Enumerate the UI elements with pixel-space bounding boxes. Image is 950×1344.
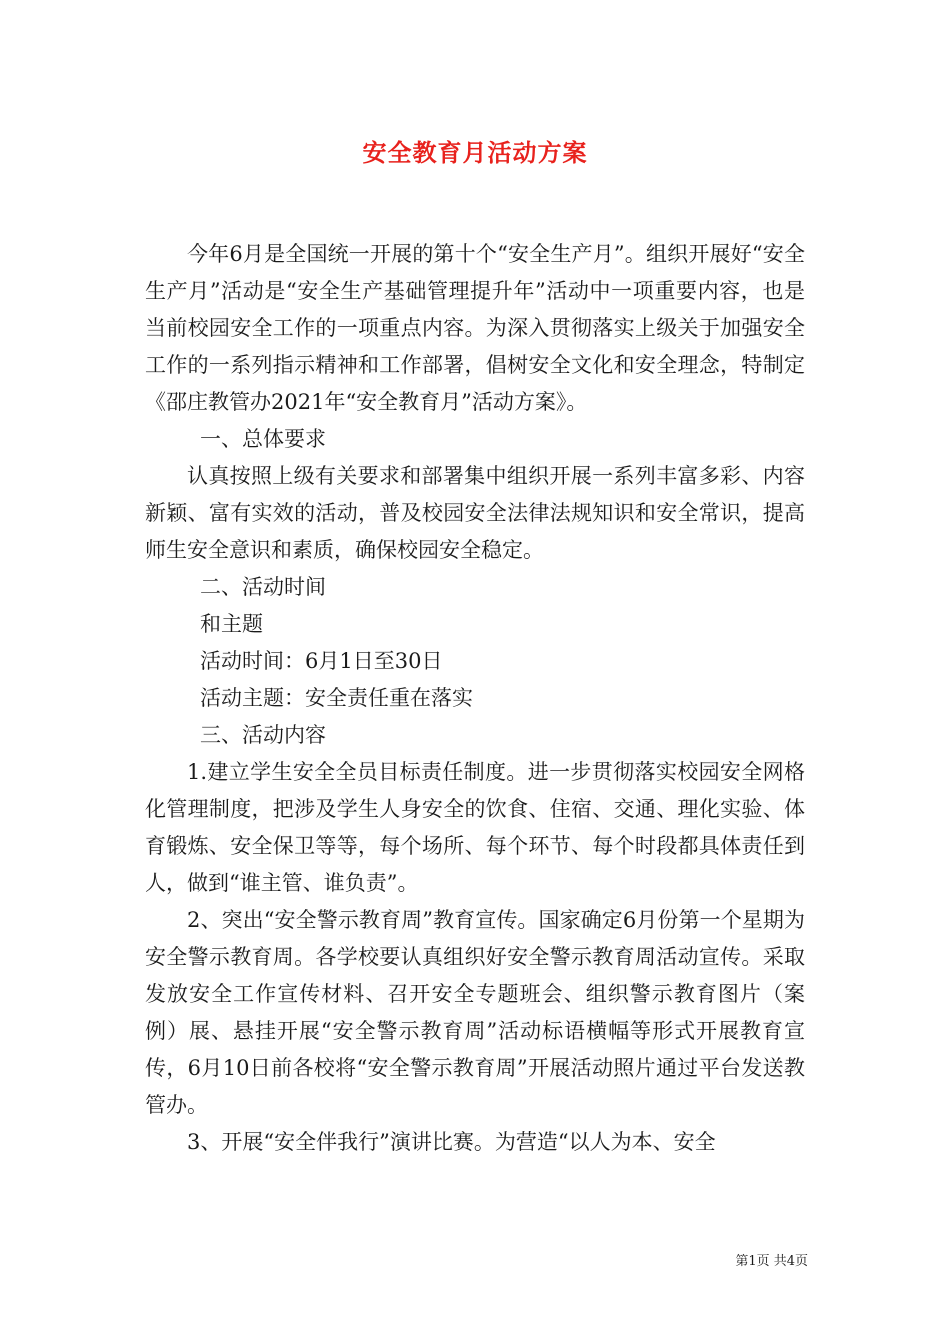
section-heading-activity-content: 三、活动内容 xyxy=(200,723,326,747)
content-item-1: 1.建立学生安全全员目标责任制度。进一步贯彻落实校园安全网格化管理制度，把涉及学生人身安全的饮食、住宿、交通、理化实验、体育锻炼、安全保卫等等，每个场所、每个环节、每个时段都具体责任到人，做到“谁主管、谁负责”。 xyxy=(145,760,805,895)
content-item-2: 2、突出“安全警示教育周”教育宣传。国家确定6月份第一个星期为安全警示教育周。各学校要认真组织好安全警示教育周活动宣传。采取发放安全工作宣传材料、召开安全专题班会、组织警示教育图片（案例）展、悬挂开展“安全警示教育周”活动标语横幅等形式开展教育宣传，6月10日前各校将“安全警示教育周”开展活动照片通过平台发送教管办。 xyxy=(145,908,805,1117)
section-heading-theme: 和主题 xyxy=(200,612,263,636)
section-heading-general-requirements: 一、总体要求 xyxy=(200,427,326,451)
intro-paragraph: 今年6月是全国统一开展的第十个“安全生产月”。组织开展好“安全生产月”活动是“安全生产基础管理提升年”活动中一项重要内容，也是当前校园安全工作的一项重点内容。为深入贯彻落实上级关于加强安全工作的一系列指示精神和工作部署，倡树安全文化和安全理念，特制定《邵庄教管办2021年“安全教育月”活动方案》。 xyxy=(145,242,805,414)
section-heading-activity-time: 二、活动时间 xyxy=(200,575,326,599)
content-item-3: 3、开展“安全伴我行”演讲比赛。为营造“以人为本、安全 xyxy=(187,1130,716,1154)
general-requirements-paragraph: 认真按照上级有关要求和部署集中组织开展一系列丰富多彩、内容新颖、富有实效的活动，普及校园安全法律法规知识和安全常识，提高师生安全意识和素质，确保校园安全稳定。 xyxy=(145,464,805,562)
page-title: 安全教育月活动方案 xyxy=(362,138,588,167)
page-footer: 第1页 共4页 xyxy=(735,1254,808,1269)
activity-time-line: 活动时间：6月1日至30日 xyxy=(200,649,443,673)
activity-theme-line: 活动主题：安全责任重在落实 xyxy=(200,686,473,710)
document-body xyxy=(145,236,805,1161)
